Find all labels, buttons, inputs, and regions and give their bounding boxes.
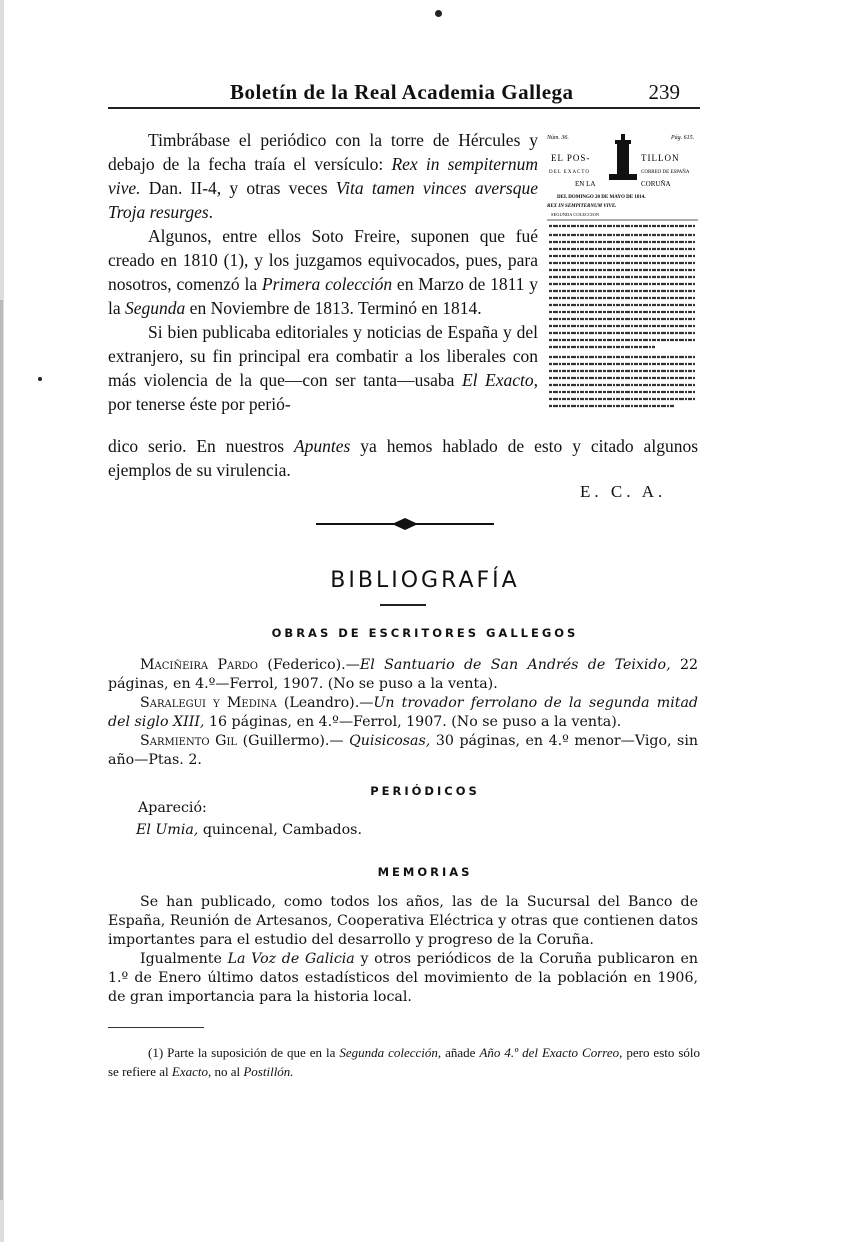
scan-speck <box>435 10 442 17</box>
memorias-text <box>108 893 698 1007</box>
periodico-title: El Umia, <box>136 822 199 838</box>
inset-collection: SEGUNDA COLECCION <box>551 212 600 217</box>
footnote-segunda: Segunda colección, <box>339 1045 442 1060</box>
aparecio-label: Apareció: <box>138 800 207 816</box>
p1-rex: Rex in sempiternum vive. <box>108 154 538 198</box>
p2-text-b: en Marzo de 1811 y la <box>108 274 538 318</box>
footnote-part-a: (1) Parte la suposición de que en la <box>148 1045 340 1060</box>
p3-cont-text-b: ya hemos hablado de esto y citado algunos ejemplos de su virulencia. <box>108 436 698 480</box>
entry-3-author: Sarmiento Gil <box>140 733 238 749</box>
svg-text:Pág. 615.: Pág. 615. <box>671 135 695 141</box>
inset-motto: REX IN SEMPITERNUM VIVE. <box>547 204 617 209</box>
writers-entries <box>108 656 698 770</box>
entry-2-details: 16 páginas, en 4.º—Ferrol, 1907. (No se puso a la venta). <box>204 714 622 730</box>
periodicos-entries <box>108 799 698 840</box>
paragraph-3-continuation <box>108 434 698 482</box>
p3-cont-text: dico serio. En nuestros <box>108 436 294 456</box>
journal-title: Boletín de la Real Academia Gallega <box>230 80 574 104</box>
inset-title-left: EL POS- <box>551 153 591 163</box>
svg-text:Núm. 36.: Núm. 36. <box>547 135 569 141</box>
memorias-paragraph-2 <box>108 950 698 1007</box>
page-number: 239 <box>648 80 680 104</box>
periodico-details: quincenal, Cambados. <box>198 822 362 838</box>
section-ornament <box>316 517 494 531</box>
scan-edge-shadow <box>0 0 6 1242</box>
article-column <box>108 128 538 416</box>
footnote-part-b: añade <box>441 1045 480 1060</box>
p2-text: Algunos, entre ellos Soto Freire, suponen que fué creado en 1810 (1), y los juzgamos equivocados, pues, para nosotros, comenzó la <box>108 226 538 294</box>
p3-apuntes: Apuntes <box>293 436 351 456</box>
paragraph-3 <box>108 320 538 416</box>
p1-end: . <box>208 202 214 222</box>
entry-2-title: Un trovador ferrolano de la segunda mitad del siglo XIII, <box>108 695 698 730</box>
p2-primera: Primera colección <box>261 274 393 294</box>
memorias-p2-text: Igualmente <box>140 951 228 967</box>
entry-2 <box>108 694 698 732</box>
p1-vita: Vita tamen vinces aversque Troja resurges <box>108 178 538 222</box>
footnote-ano: Año 4.º del Exacto Correo, <box>479 1045 623 1060</box>
footnote-part-d: no al <box>211 1064 244 1079</box>
inset-sub-right2: CORUÑA <box>641 180 671 188</box>
inset-sub-left2: EN LA <box>575 180 596 188</box>
periodicos-subheading: PERIÓDICOS <box>370 784 480 798</box>
entry-3-given: (Guillermo).— <box>237 733 350 749</box>
p3-exacto: El Exacto, <box>461 370 538 390</box>
entry-2-author: Saralegui y Medina <box>140 695 277 711</box>
writers-subheading: OBRAS DE ESCRITORES GALLEGOS <box>271 626 579 640</box>
entry-2-given: (Leandro).— <box>276 695 374 711</box>
entry-1-details: 22 páginas, en 4.º—Ferrol, 1907. (No se puso a la venta). <box>108 657 698 692</box>
footnote-rule <box>108 1027 204 1028</box>
entry-1 <box>108 656 698 694</box>
memorias-p2-text-b: y otros periódicos de la Coruña publicaron en 1.º de Enero último datos estadísticos del movimiento de la población en 1906, de gran importancia para la historia local. <box>108 951 698 1005</box>
memorias-subheading: MEMORIAS <box>377 865 473 879</box>
running-header <box>230 80 680 110</box>
footnote-postillon: Postillón. <box>243 1064 294 1079</box>
scan-speck <box>38 377 42 381</box>
footnote <box>108 1043 700 1081</box>
entry-3-details: 30 páginas, en 4.º menor—Vigo, sin año—Ptas. 2. <box>108 733 698 768</box>
p3-text-b: por tenerse éste por perió- <box>108 394 291 414</box>
footnote-exacto: Exacto, <box>171 1064 212 1079</box>
newspaper-facsimile-image <box>545 130 700 410</box>
p2-segunda: Segunda <box>125 298 186 318</box>
paragraph-1 <box>108 128 538 224</box>
entry-1-author: Maciñeira Pardo <box>140 657 258 673</box>
p1-text: Timbrábase el periódico con la torre de Hércules y debajo de la fecha traía el versículo: <box>108 130 538 174</box>
p1-text-b: Dan. II-4, y otras veces <box>140 178 336 198</box>
bibliografia-heading: BIBLIOGRAFÍA <box>330 568 520 593</box>
footnote-part-c: pero esto sólo se refiere al <box>108 1045 701 1079</box>
footnote-text <box>108 1043 700 1081</box>
entry-3 <box>108 732 698 770</box>
entry-3-title: Quisicosas, <box>349 733 431 749</box>
tower-icon <box>609 134 637 180</box>
entry-1-given: (Federico).— <box>257 657 360 673</box>
inset-title-right: TILLON <box>641 153 680 163</box>
inset-sub-left: DEL EXACTO <box>549 170 590 175</box>
memorias-paragraph-1: Se han publicado, como todos los años, las de la Sucursal del Banco de España, Reunión de Artesanos, Cooperativa Eléctrica y otras que contienen datos importantes para el estudio del desarrollo y progreso de la Coruña. <box>108 894 698 948</box>
facsimile-text-block <box>549 226 695 406</box>
periodico-entry <box>108 821 698 840</box>
article-signature: E. C. A. <box>580 482 667 501</box>
bibliografia-rule <box>380 604 426 606</box>
entry-1-title: El Santuario de San Andrés de Teixido, <box>359 657 671 673</box>
p3-text: Si bien publicaba editoriales y noticias de España y del extranjero, su fin principal era combatir a los liberales con más violencia de la que—con ser tanta—usaba <box>108 322 538 390</box>
paragraph-2 <box>108 224 538 320</box>
inset-date: DEL DOMINGO 20 DE MAYO DE 1814. <box>557 195 646 200</box>
inset-sub-right: CORREO DE ESPAÑA <box>641 170 690 175</box>
memorias-p2-voz: La Voz de Galicia <box>227 951 355 967</box>
header-rule <box>108 107 700 109</box>
p2-text-c: en Noviembre de 1813. Terminó en 1814. <box>185 298 482 318</box>
